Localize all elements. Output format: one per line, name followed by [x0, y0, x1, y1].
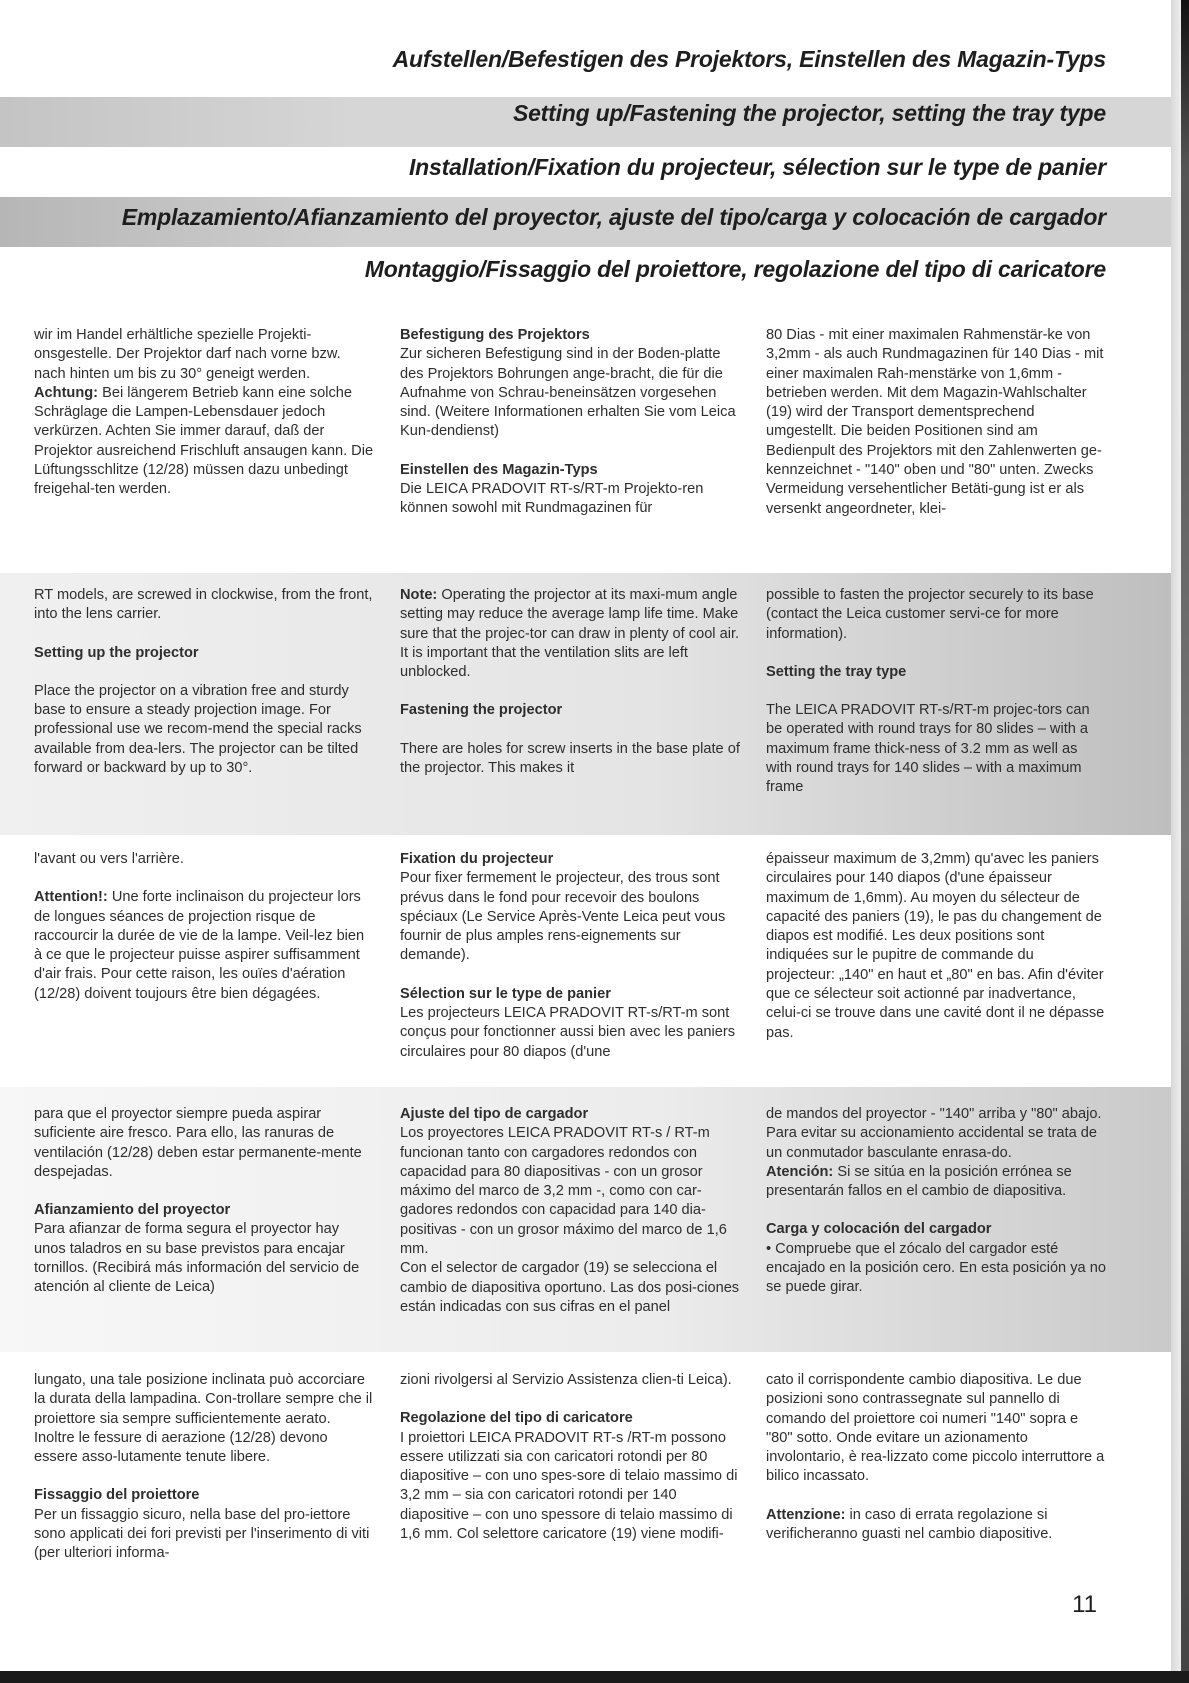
paragraph: de mandos del proyector - "140" arriba y "80" abajo. Para evitar su accionamiento accidental se trata de un conmutador basculante enrasa-do.: [766, 1106, 1102, 1161]
paragraph: Die LEICA PRADOVIT RT-s/RT-m Projekto-ren können sowohl mit Rundmagazinen für: [400, 481, 704, 517]
paragraph: • Compruebe que el zócalo del cargador esté encajado en la posición cero. En esta posición ya no se puede girar.: [766, 1240, 1106, 1296]
spanish-col-1: [34, 1105, 374, 1298]
spanish-col-3: [766, 1105, 1106, 1298]
paragraph: [400, 586, 740, 682]
heading: Setting up the projector: [34, 644, 199, 661]
paragraph: RT models, are screwed in clockwise, from the front, into the lens carrier.: [34, 587, 373, 623]
paragraph: cato il corrispondente cambio diapositiva. Le due posizioni sono contrassegnate sul pannello di comando del proiettore coi numeri "140" sopra e "80" sotto. Onde evitare un azionamento involontario, è rea-lizzato come piccolo interruttore a bilico incassato.: [766, 1372, 1105, 1485]
heading: Setting the tray type: [766, 663, 907, 680]
paragraph-text: Operating the projector at its maxi-mum angle setting may reduce the average lamp life time. Make sure that the projec-tor can draw in plenty of cool air. It is important that the ventilation slits are left unblocked.: [400, 587, 740, 681]
label-bold: Note:: [400, 587, 438, 603]
french-col-3: [766, 850, 1106, 1043]
title-german: Aufstellen/Befestigen des Projektors, Einstellen des Magazin-Typs: [392, 46, 1106, 72]
page-number: 11: [1072, 1591, 1097, 1618]
heading: Ajuste del tipo de cargador: [400, 1106, 589, 1122]
heading: Fixation du projecteur: [400, 851, 554, 867]
heading: Regolazione del tipo di caricatore: [400, 1410, 633, 1427]
paragraph: Per un fissaggio sicuro, nella base del pro-iettore sono applicati dei fori previsti per l'inserimento di viti (per ulteriori informa-: [34, 1506, 370, 1562]
label-bold: Attention!:: [34, 889, 108, 906]
title-italian: Montaggio/Fissaggio del proiettore, regolazione del tipo di caricatore: [364, 256, 1106, 282]
paragraph: [34, 888, 374, 1004]
paragraph: Place the projector on a vibration free and sturdy base to ensure a steady projection image. For professional use we recom-mend the special racks available from dea-lers. The projector can be tilted forward or backward by up to 30°.: [34, 682, 362, 777]
paragraph: Zur sicheren Befestigung sind in der Boden-platte des Projektors Bohrungen ange-bracht, die für die Aufnahme von Schrau-beneinsätzen vorgesehen sind. (Weitere Informationen erhalten Sie vom Leica Kun-dendienst): [400, 346, 736, 440]
heading: Sélection sur le type de panier: [400, 985, 611, 1002]
german-col-1: [34, 326, 374, 500]
paragraph: I proiettori LEICA PRADOVIT RT-s /RT-m possono essere utilizzati sia con caricatori rotondi per 80 diapositive – con uno spes-sore di telaio massimo di 3,2 mm – sia con caricatori rotondi per 140 diapositive – con uno spessore di telaio massimo di 1,6 mm. Col selettore caricatore (19) viene modifi-: [400, 1429, 738, 1543]
paragraph: [766, 1506, 1106, 1545]
paragraph: Los proyectores LEICA PRADOVIT RT-s / RT-m funcionan tanto con cargadores redondos con capacidad para 80 diapositivas - con un grosor máximo del marco de 3,2 mm -, como con car-gadores redondos con capacidad para 140 dia-positivas - con un grosor máximo del marco de 1,6 mm.: [400, 1125, 727, 1258]
paragraph-text: Bei längerem Betrieb kann eine solche Schräglage die Lampen-Lebensdauer jedoch verkürzen. Achten Sie immer darauf, daß der Projektor ausreichend Frischluft ansaugen kann. Die Lüftungsschlitze (12/28) müssen dazu unbedingt freigehal-ten werden.: [34, 384, 374, 498]
italian-col-3: [766, 1371, 1106, 1544]
heading: Carga y colocación del cargador: [766, 1221, 992, 1238]
paragraph: Para afianzar de forma segura el proyector hay unos taladros en su base previstos para encajar tornillos. (Recibirá más información del servicio de atención al cliente de Leica): [34, 1221, 360, 1296]
paragraph: Pour fixer fermement le projecteur, des trous sont prévus dans le fond pour recevoir des boulons spéciaux (Le Service Après-Vente Leica peut vous fournir de plus amples rens-eignements sur demande).: [400, 870, 726, 964]
paragraph: épaisseur maximum de 3,2mm) qu'avec les paniers circulaires pour 140 diapos (d'une épaisseur maximum de 1,6mm). Au moyen du sélecteur de capacité des paniers (19), le pas du changement de diapos est modifié. Les deux positions sont indiquées sur le pupitre de commande du projecteur: „140" en haut et „80" en bas. Afin d'éviter que ce sélecteur soit actionné par inadvertance, celui-ci se trouve dans une cavité dont il ne dépasse pas.: [766, 851, 1105, 1041]
heading: Fissaggio del proiettore: [34, 1487, 200, 1504]
paragraph-text: Une forte inclinaison du projecteur lors de longues séances de projection risque de raccourcir la durée de vie de la lampe. Veil-lez bien à ce que le projecteur puisse aspirer suffisamment d'air frais. Pour cette raison, les ouïes d'aération (12/28) doivent toujours être bien dégagées.: [34, 889, 365, 1002]
english-col-1: [34, 586, 374, 778]
paragraph: wir im Handel erhältliche spezielle Projekti-onsgestelle. Der Projektor darf nach vorne bzw. nach hinten um bis zu 30° geneigt werden.: [34, 327, 341, 382]
heading: Afianzamiento del proyector: [34, 1202, 231, 1219]
heading: Fastening the projector: [400, 702, 563, 719]
title-spanish: Emplazamiento/Afianzamiento del proyector, ajuste del tipo/carga y colocación de cargador: [121, 204, 1106, 230]
paragraph: [34, 384, 374, 500]
paragraph: Les projecteurs LEICA PRADOVIT RT-s/RT-m sont conçus pour fonctionner aussi bien avec les paniers circulaires pour 80 diapos (d'une: [400, 1005, 736, 1060]
paragraph: l'avant ou vers l'arrière.: [34, 851, 184, 867]
italian-col-1: [34, 1371, 374, 1564]
paragraph: Con el selector de cargador (19) se selecciona el cambio de diapositiva oportuno. Las dos posi-ciones están indicadas con sus cifras en el panel: [400, 1260, 740, 1315]
german-col-2: [400, 326, 740, 519]
bottom-edge: [0, 1671, 1189, 1683]
paragraph-text: in caso di errata regolazione si verificheranno guasti nel cambio diapositive.: [766, 1506, 1053, 1543]
spine-edge: [1181, 0, 1189, 1683]
title-french: Installation/Fixation du projecteur, sélection sur le type de panier: [408, 154, 1106, 180]
paragraph: 80 Dias - mit einer maximalen Rahmenstär-ke von 3,2mm - als auch Rundmagazinen für 140 Dias - mit einer maximalen Rah-menstärke von 1,6mm - betrieben werden. Mit dem Magazin-Wahlschalter (19) wird der Transport dementsprechend umgestellt. Die beiden Positionen sind am Bedienpult des Projektors mit den Zahlenwerten ge-kennzeichnet - "140" oben und "80" unten. Zwecks Vermeidung versehentlicher Betäti-gung ist er als versenkt angeordneter, klei-: [766, 327, 1104, 517]
heading: Befestigung des Projektors: [400, 327, 590, 343]
paragraph: zioni rivolgersi al Servizio Assistenza clien-ti Leica).: [400, 1372, 732, 1388]
spanish-col-2: [400, 1105, 740, 1317]
paragraph: possible to fasten the projector securely to its base (contact the Leica customer servi-ce for more information).: [766, 587, 1094, 642]
paragraph: para que el proyector siempre pueda aspirar suficiente aire fresco. Para ello, las ranuras de ventilación (12/28) deben estar permanente-mente despejadas.: [34, 1106, 362, 1180]
heading: Einstellen des Magazin-Typs: [400, 461, 598, 478]
paragraph-text: Si se sitúa en la posición errónea se presentarán fallos en el cambio de diapositiva.: [766, 1163, 1072, 1200]
paragraph: [766, 1163, 1106, 1202]
german-col-3: [766, 326, 1106, 519]
paragraph: There are holes for screw inserts in the base plate of the projector. This makes it: [400, 740, 740, 777]
label-bold: Achtung:: [34, 384, 99, 401]
french-col-2: [400, 850, 740, 1062]
paragraph: The LEICA PRADOVIT RT-s/RT-m projec-tors can be operated with round trays for 80 slides – with a maximum frame thick-ness of 3.2 mm as well as with round trays for 140 slides – with a maximum frame: [766, 702, 1090, 796]
italian-col-2: [400, 1371, 740, 1544]
title-english: Setting up/Fastening the projector, setting the tray type: [512, 100, 1106, 126]
label-bold: Attenzione:: [766, 1506, 846, 1523]
french-col-1: [34, 850, 374, 1004]
paragraph: lungato, una tale posizione inclinata può accorciare la durata della lampadina. Con-trollare sempre che il proiettore sia sempre sufficientemente aerato. Inoltre le fessure di aerazione (12/28) devono essere asso-lutamente tenute libere.: [34, 1372, 373, 1466]
english-col-3: [766, 586, 1106, 798]
label-bold: Atención:: [766, 1163, 834, 1180]
english-col-2: [400, 586, 740, 778]
